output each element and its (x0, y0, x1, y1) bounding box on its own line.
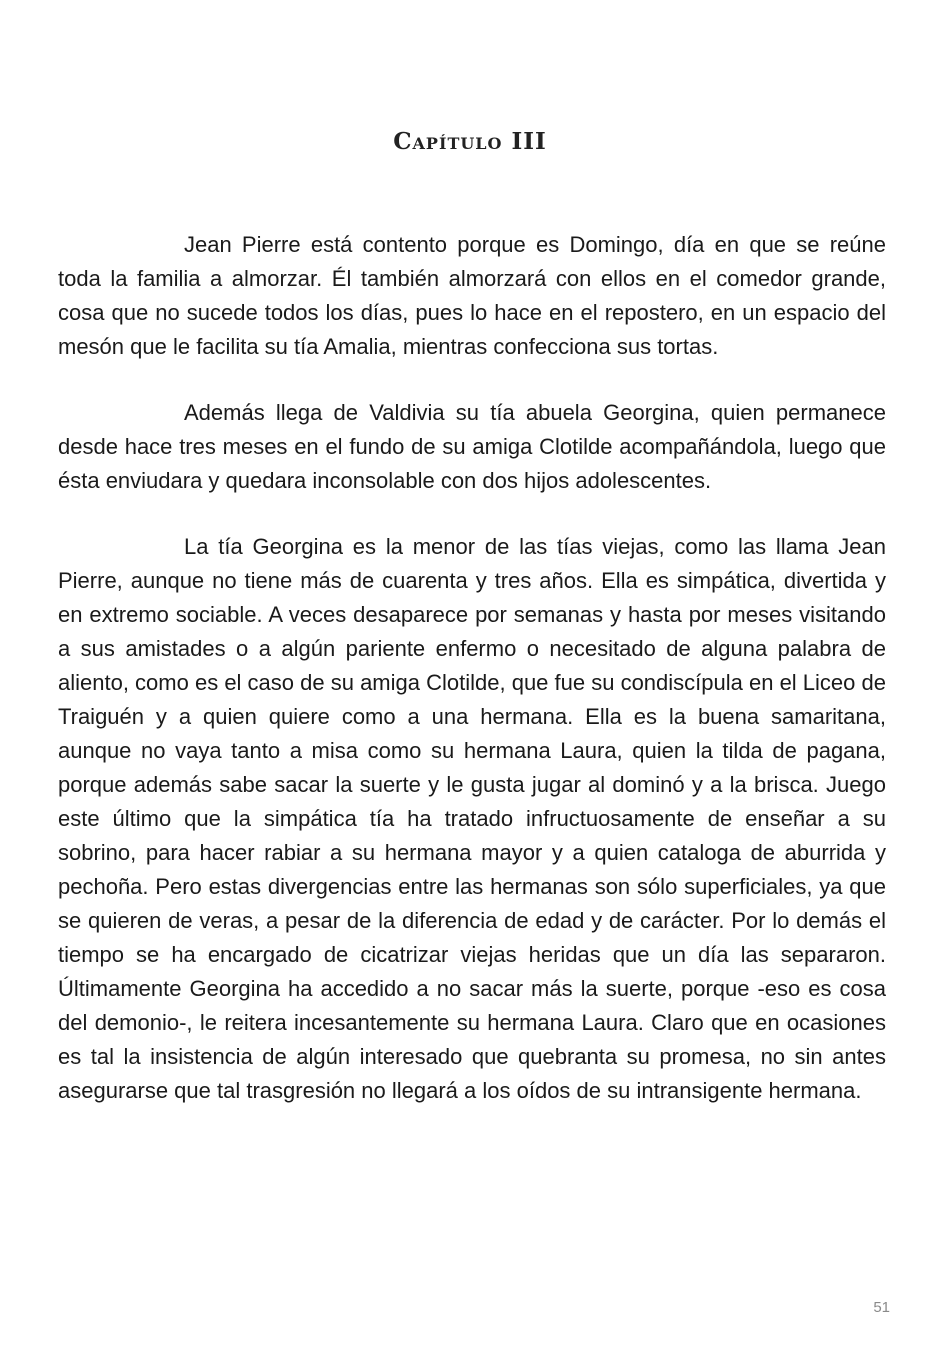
paragraph-2: Además llega de Valdivia su tía abuela Georgina, quien permanece desde hace tres meses en el fundo de su amiga Clotilde acompañándola, luego que ésta enviudara y quedara inconsolable con dos hijos adolescentes. (58, 400, 886, 493)
paragraph-3: La tía Georgina es la menor de las tías viejas, como las llama Jean Pierre, aunque no tiene más de cuarenta y tres años. Ella es simpática, divertida y en extremo sociable. A veces desaparece por semanas y hasta por meses visitando a sus amistades o a algún pariente enfermo o necesitado de alguna palabra de aliento, como es el caso de su amiga Clotilde, que fue su condiscípula en el Liceo de Traiguén y a quien quiere como a una hermana. Ella es la buena samaritana, aunque no vaya tanto a misa como su hermana Laura, quien la tilda de pagana, porque además sabe sacar la suerte y le gusta jugar al dominó y a la brisca. Juego este último que la simpática tía ha tratado infructuosamente de enseñar a su sobrino, para hacer rabiar a su hermana mayor y a quien cataloga de aburrida y pechoña. Pero estas divergencias entre las hermanas son sólo superficiales, ya que se quieren de veras, a pesar de la diferencia de edad y de carácter. Por lo demás el tiempo se ha encargado de cicatrizar viejas heridas que un día las separaron. Últimamente Georgina ha accedido a no sacar más la suerte, porque -eso es cosa del demonio-, le reitera incesantemente su hermana Laura. Claro que en ocasiones es tal la insistencia de algún interesado que quebranta su promesa, no sin antes asegurarse que tal trasgresión no llegará a los oídos de su intransigente hermana. (58, 534, 886, 1103)
body-text (58, 228, 886, 1140)
page-number: 51 (873, 1299, 890, 1316)
paragraph-1: Jean Pierre está contento porque es Domingo, día en que se reúne toda la familia a almorzar. Él también almorzará con ellos en el comedor grande, cosa que no sucede todos los días, pues lo hace en el repostero, en un espacio del mesón que le facilita su tía Amalia, mientras confecciona sus tortas. (58, 232, 886, 359)
chapter-title: Capítulo III (393, 128, 547, 155)
